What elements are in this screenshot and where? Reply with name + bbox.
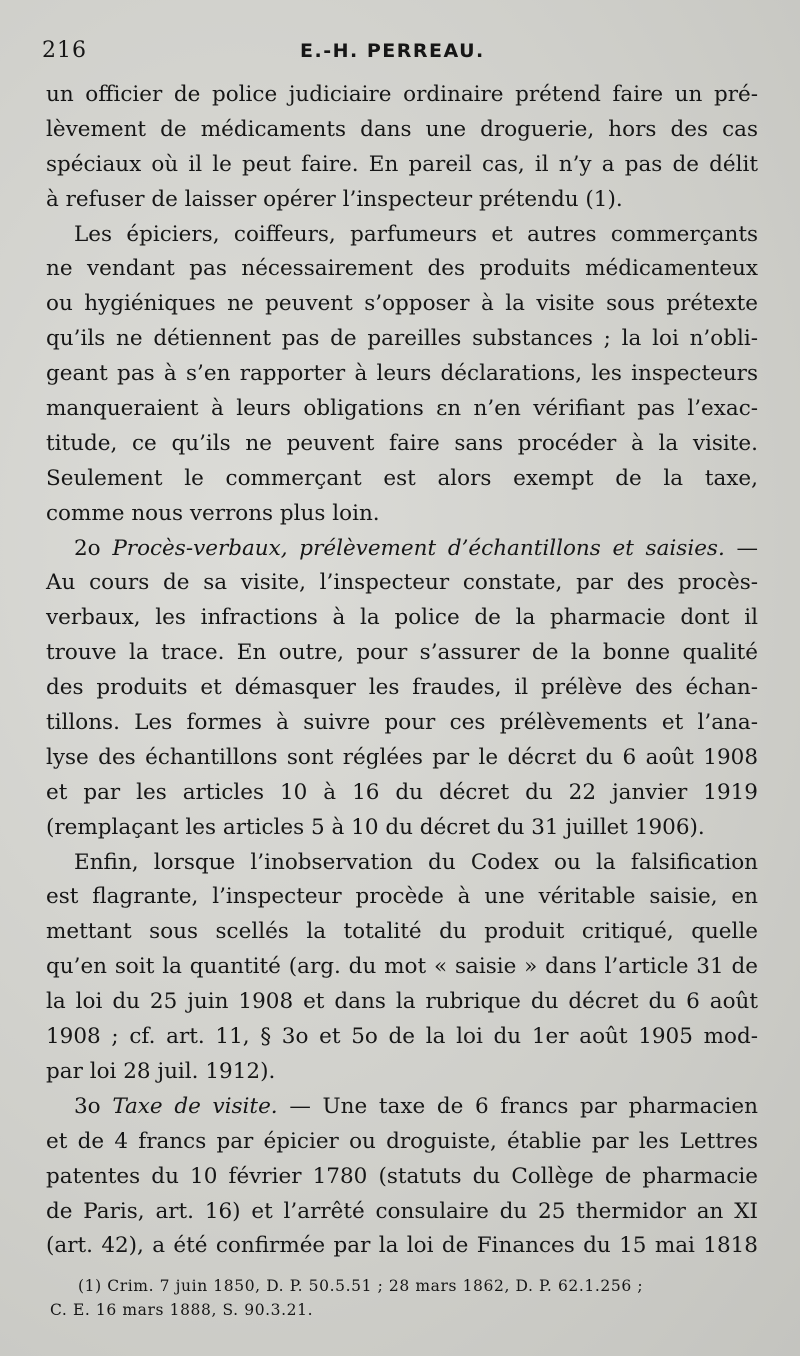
footnotes xyxy=(50,1274,760,1322)
section-title: Taxe de visite. xyxy=(112,1093,278,1119)
text-line: à refuser de laisser opérer l’inspecteur prétendu (1). xyxy=(46,186,623,212)
text-line: un officier de police judiciaire ordinaire prétend faire un pré- xyxy=(46,82,758,107)
section-title: Procès-verbaux, prélèvement d’échantillons et saisies. xyxy=(112,535,725,561)
section-heading-line xyxy=(46,532,758,567)
text-line: Enfin, lorsque l’inobservation du Codex ou la falsification xyxy=(74,849,758,875)
section-text: — Une taxe de 6 francs par pharmacien xyxy=(277,1093,758,1119)
text-line: comme nous verrons plus loin. xyxy=(46,500,380,526)
text-line: qu’en soit la quantité (arg. du mot « saisie » dans l’article 31 de xyxy=(46,954,758,980)
text-line: manqueraient à leurs obligations εn n’en vérifiant pas l’exac- xyxy=(46,396,758,422)
text-line: Seulement le commerçant est alors exempt de la taxe, xyxy=(46,465,758,491)
text-line: Au cours de sa visite, l’inspecteur constate, par des procès- xyxy=(46,570,758,596)
text-line: qu’ils ne détiennent pas de pareilles substances ; la loi n’obli- xyxy=(46,326,758,352)
text-line: ou hygiéniques ne peuvent s’opposer à la visite sous prétexte xyxy=(46,291,758,317)
text-line: et de 4 francs par épicier ou droguiste, établie par les Lettres xyxy=(46,1128,758,1154)
text-line: geant pas à s’en rapporter à leurs déclarations, les inspecteurs xyxy=(46,361,758,387)
text-line: mettant sous scellés la totalité du produit critiqué, quelle xyxy=(46,919,758,945)
text-line: trouve la trace. En outre, pour s’assurer de la bonne qualité xyxy=(46,640,758,666)
text-line: tillons. Les formes à suivre pour ces prélèvements et l’ana- xyxy=(46,710,758,736)
text-line: par loi 28 juil. 1912). xyxy=(46,1058,276,1084)
footnote-line: (1) Crim. 7 juin 1850, D. P. 50.5.51 ; 28 mars 1862, D. P. 62.1.256 ; xyxy=(78,1277,644,1295)
text-line: (remplaçant les articles 5 à 10 du décret du 31 juillet 1906). xyxy=(46,814,705,840)
text-line: ne vendant pas nécessairement des produits médicamenteux xyxy=(46,256,758,282)
text-line: (art. 42), a été confirmée par la loi de Finances du 15 mai 1818 xyxy=(46,1233,758,1259)
section-heading-line xyxy=(46,1090,758,1125)
text-line: est flagrante, l’inspecteur procède à une véritable saisie, en xyxy=(46,884,758,910)
text-line: 1908 ; cf. art. 11, § 3o et 5o de la loi du 1er août 1905 mod- xyxy=(46,1024,758,1050)
text-line: patentes du 10 février 1780 (statuts du Collège de pharmacie xyxy=(46,1163,758,1189)
text-line: de Paris, art. 16) et l’arrêté consulaire du 25 thermidor an XI xyxy=(46,1198,758,1224)
text-line: des produits et démasquer les fraudes, il prélève des échan- xyxy=(46,675,758,701)
text-line: Les épiciers, coiffeurs, parfumeurs et autres commerçants xyxy=(74,221,758,247)
page-number: 216 xyxy=(42,38,87,63)
body-text xyxy=(46,78,758,1264)
section-dash: — xyxy=(724,535,758,561)
text-line: lèvement de médicaments dans une droguerie, hors des cas xyxy=(46,116,758,142)
text-line: et par les articles 10 à 16 du décret du 22 janvier 1919 xyxy=(46,779,758,805)
text-line: spéciaux où il le peut faire. En pareil cas, il n’y a pas de délit xyxy=(46,151,758,177)
section-number: 3o xyxy=(74,1093,113,1119)
text-line: titude, ce qu’ils ne peuvent faire sans procéder à la visite. xyxy=(46,430,758,456)
footnote-line: C. E. 16 mars 1888, S. 90.3.21. xyxy=(50,1301,314,1319)
text-line: lyse des échantillons sont réglées par le décrεt du 6 août 1908 xyxy=(46,744,758,770)
page-header xyxy=(42,38,762,72)
running-head: E.-H. PERREAU. xyxy=(300,40,485,62)
text-line: la loi du 25 juin 1908 et dans la rubrique du décret du 6 août xyxy=(46,989,758,1015)
section-number: 2o xyxy=(74,535,113,561)
text-line: verbaux, les infractions à la police de la pharmacie dont il xyxy=(46,605,758,631)
